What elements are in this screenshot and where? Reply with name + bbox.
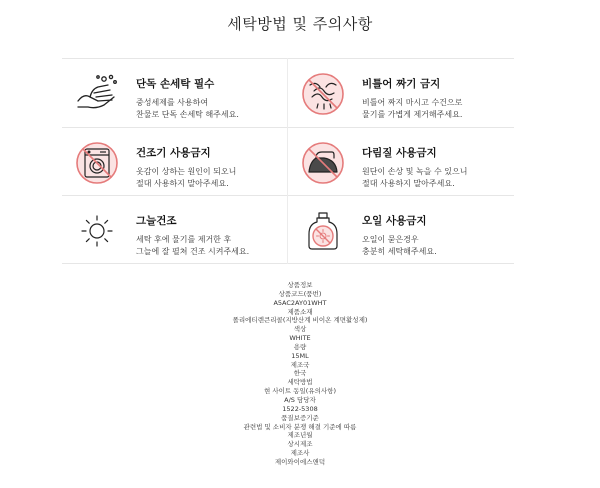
no-wring-icon bbox=[300, 71, 346, 117]
no-iron-icon bbox=[300, 140, 346, 186]
page-title: 세탁방법 및 주의사항 bbox=[227, 15, 373, 33]
info-line: 세탁방법 bbox=[287, 378, 313, 387]
info-line: 제조국 bbox=[290, 360, 310, 369]
care-grid bbox=[62, 58, 514, 264]
info-line: WHITE bbox=[289, 334, 311, 343]
care-item-no-oil bbox=[288, 198, 514, 260]
hand-wash-icon bbox=[74, 71, 120, 117]
info-line: 제조년월 bbox=[287, 431, 313, 440]
info-line: 품질보증기준 bbox=[281, 413, 319, 422]
care-desc-line: 중성세제를 사용하여 bbox=[136, 98, 209, 107]
care-desc-line: 충분히 세탁해주세요. bbox=[362, 247, 437, 256]
info-line: 상품코드(품번) bbox=[278, 289, 322, 298]
info-line: 제품소재 bbox=[287, 307, 313, 316]
care-heading: 단독 손세탁 필수 bbox=[136, 78, 215, 90]
care-desc-line: 그늘에 잘 펼쳐 건조 시켜주세요. bbox=[136, 247, 250, 256]
info-line: 현 사이트 동일(유의사항) bbox=[264, 387, 336, 396]
divider bbox=[62, 127, 514, 128]
shade-dry-icon bbox=[74, 208, 120, 254]
care-desc-line: 원단이 손상 및 녹을 수 있으니 bbox=[362, 167, 468, 176]
info-line: 폴리에티렌큰리콜(지방산계 비이온 계면활성제) bbox=[232, 316, 368, 325]
divider bbox=[62, 263, 514, 264]
care-item-no-wring bbox=[288, 61, 514, 123]
care-item-no-iron bbox=[288, 130, 514, 192]
divider bbox=[62, 58, 514, 59]
info-line: 15ML bbox=[291, 351, 309, 360]
care-desc-line: 절대 사용하지 말아주세요. bbox=[136, 179, 229, 188]
care-heading: 다림질 사용금지 bbox=[362, 147, 437, 159]
info-line: A5AC2AY01WHT bbox=[273, 298, 327, 307]
care-desc-line: 절대 사용하지 말아주세요. bbox=[362, 179, 455, 188]
no-oil-icon bbox=[300, 208, 346, 254]
info-line: 상시제조 bbox=[287, 440, 313, 449]
info-line: 상품정보 bbox=[287, 281, 313, 289]
info-line: 관련법 및 소비자 분쟁 해결 기준에 따름 bbox=[243, 422, 357, 431]
info-line: 색상 bbox=[293, 325, 307, 334]
care-desc-line: 오일이 묻은경우 bbox=[362, 235, 419, 244]
product-info-list bbox=[0, 281, 600, 467]
divider bbox=[62, 195, 514, 196]
info-line: 1522-5308 bbox=[282, 404, 318, 413]
care-desc-line: 옷감이 상하는 원인이 되오니 bbox=[136, 167, 237, 176]
info-line: A/S 담당자 bbox=[284, 395, 316, 404]
care-desc-line: 물기를 가볍게 제거해주세요. bbox=[362, 110, 463, 119]
care-item-no-dryer bbox=[62, 130, 288, 192]
care-desc-line: 찬물로 단독 손세탁 해주세요. bbox=[136, 110, 239, 119]
info-line: 제이와이에스앤덕 bbox=[274, 457, 326, 466]
info-line: 제조사 bbox=[290, 449, 310, 458]
care-item-shade-dry bbox=[62, 198, 288, 260]
care-heading: 오일 사용금지 bbox=[362, 215, 427, 227]
care-heading: 그늘건조 bbox=[136, 215, 177, 227]
care-desc-line: 비틀어 짜지 마시고 수건으로 bbox=[362, 98, 463, 107]
info-line: 용량 bbox=[293, 342, 307, 351]
info-line: 한국 bbox=[293, 369, 307, 378]
care-heading: 비틀어 짜기 금지 bbox=[362, 78, 441, 90]
care-heading: 건조기 사용금지 bbox=[136, 147, 211, 159]
care-item-hand-wash bbox=[62, 61, 288, 123]
no-dryer-icon bbox=[74, 140, 120, 186]
care-desc-line: 세탁 후에 물기를 제거한 후 bbox=[136, 235, 232, 244]
